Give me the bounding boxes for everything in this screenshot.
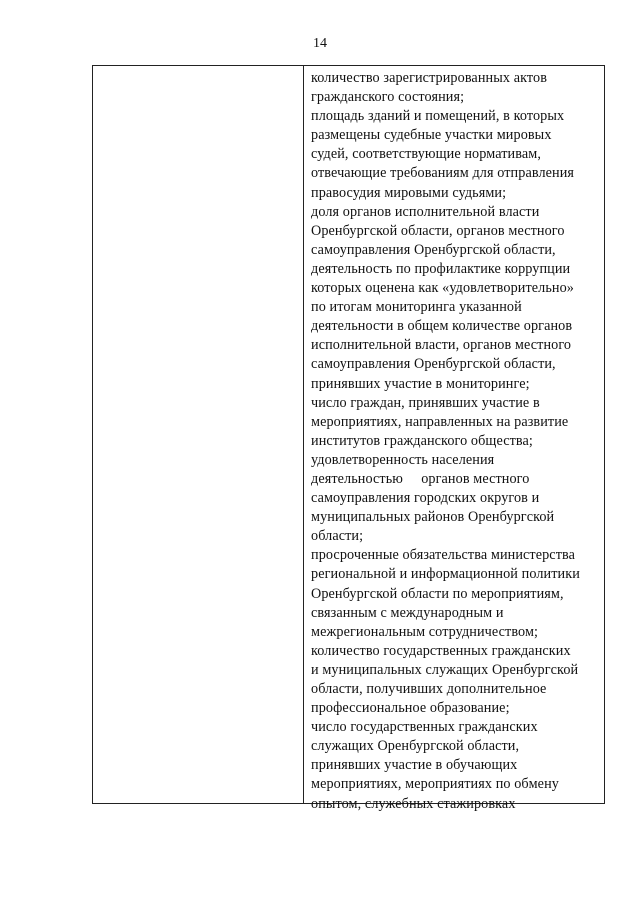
text-line: мероприятиях, мероприятиях по обмену [311, 776, 559, 793]
text-line: принявших участие в обучающих [311, 757, 518, 774]
text-line: количество зарегистрированных актов [311, 70, 547, 86]
text-line: самоуправления Оренбургской области, [311, 356, 556, 373]
text-line: принявших участие в мониторинге; [311, 375, 530, 392]
text-line: площадь зданий и помещений, в которых [311, 108, 565, 125]
text-line: муниципальных районов Оренбургской [311, 509, 555, 526]
text-line: профессиональное образование; [311, 700, 510, 717]
text-line: гражданского состояния; [311, 89, 465, 106]
indicators-text-cell [311, 69, 606, 814]
text-line: число государственных гражданских [311, 719, 538, 736]
column-divider [303, 66, 304, 803]
text-line: размещены судебные участки мировых [311, 127, 552, 144]
text-line: Оренбургской области по мероприятиям, [311, 585, 564, 602]
text-line: опытом, служебных стажировках [311, 795, 516, 812]
text-line: и муниципальных служащих Оренбургской [311, 661, 579, 678]
text-line: судей, соответствующие нормативам, [311, 146, 541, 163]
text-line: региональной и информационной политики [311, 566, 580, 583]
text-line: мероприятиях, направленных на развитие [311, 413, 569, 430]
text-line: число граждан, принявших участие в [311, 394, 540, 411]
text-line: которых оценена как «удовлетворительно» [311, 280, 574, 297]
text-line: количество государственных гражданских [311, 642, 571, 659]
text-line: доля органов исполнительной власти [311, 203, 540, 220]
indicators-table [92, 65, 605, 812]
page-number: 14 [313, 36, 327, 51]
text-line: области; [311, 528, 364, 545]
text-line: области, получивших дополнительное [311, 681, 547, 697]
text-line: удовлетворенность населения [311, 451, 495, 468]
text-line: Оренбургской области, органов местного [311, 222, 565, 239]
text-line: служащих Оренбургской области, [311, 738, 520, 755]
text-line: связанным с международным и [311, 604, 504, 621]
text-line: правосудия мировыми судьями; [311, 184, 507, 201]
text-line: деятельности в общем количестве органов [311, 318, 573, 335]
text-line: институтов гражданского общества; [311, 432, 533, 449]
text-line: отвечающие требованиям для отправления [311, 165, 575, 182]
text-line: самоуправления городских округов и [311, 490, 540, 507]
text-line: самоуправления Оренбургской области, [311, 241, 556, 258]
text-line: деятельность по профилактике коррупции [311, 260, 571, 277]
text-line: межрегиональным сотрудничеством; [311, 623, 539, 640]
text-line: исполнительной власти, органов местного [311, 337, 572, 354]
text-line: просроченные обязательства министерства [311, 547, 576, 564]
text-line: деятельностью органов местного [311, 470, 530, 487]
text-line: по итогам мониторинга указанной [311, 299, 522, 316]
